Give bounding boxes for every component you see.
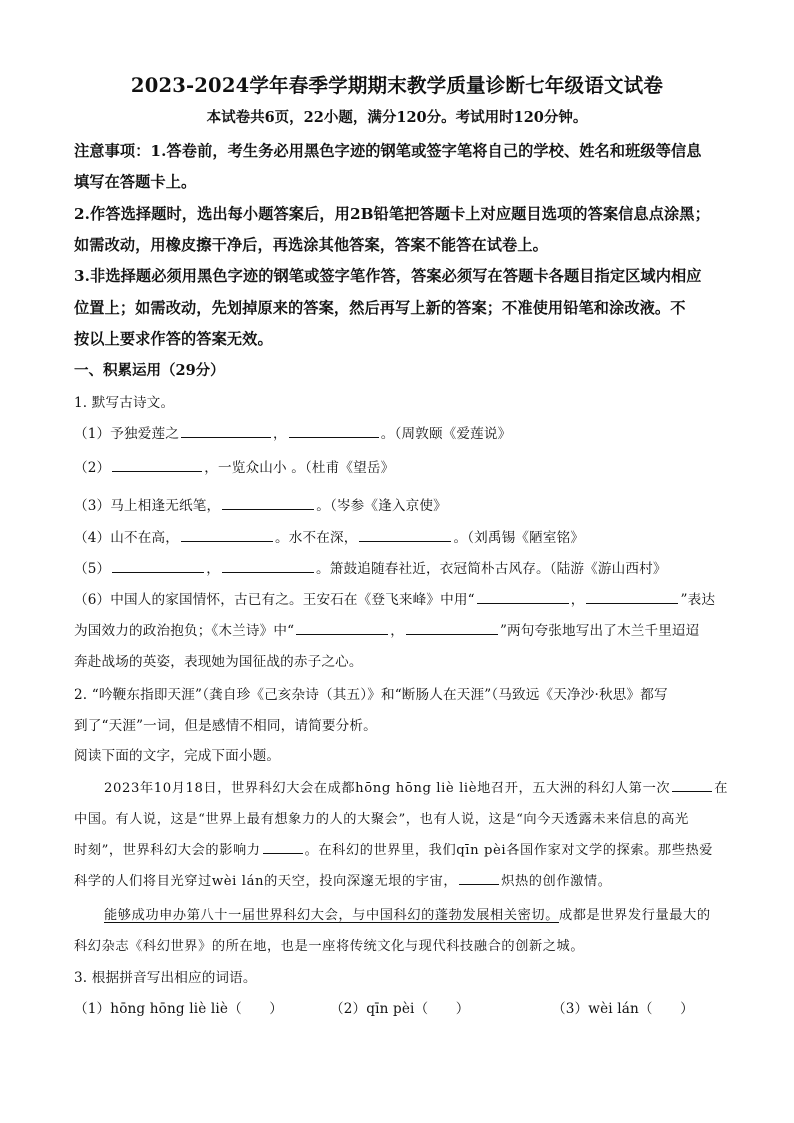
option-3: （3）wèi lán（ ） xyxy=(552,1001,694,1017)
passage-line-1: 2023年10月18日，世界科幻大会在成都hōng hōng liè liè地召开，五大洲的科幻人第一次 在 xyxy=(104,781,728,796)
question-1-item-2: （2） ，一览众山小 。（杜甫《望岳》 xyxy=(74,460,395,476)
answer-blank[interactable] xyxy=(477,591,569,604)
notice-line-4: 如需改动，用橡皮擦干净后，再选涂其他答案，答案不能答在试卷上。 xyxy=(74,236,548,254)
answer-blank[interactable] xyxy=(586,591,678,604)
answer-blank[interactable] xyxy=(263,841,303,854)
exam-info: 本试卷共6页，22小题，满分120分。考试用时120分钟。 xyxy=(206,109,588,126)
notice-line-3: 2.作答选择题时，选出每小题答案后，用2B铅笔把答题卡上对应题目选项的答案信息点涂黑； xyxy=(74,205,710,223)
question-2-line-2: 到了“天涯”一词，但是感情不相同，请简要分析。 xyxy=(74,718,377,734)
passage-line-5: 能够成功申办第八十一届世界科幻大会，与中国科幻的蓬勃发展相关密切。成都是世界发行量最大的 xyxy=(104,908,711,923)
underlined-sentence: 能够成功申办第八十一届世界科幻大会，与中国科幻的蓬勃发展相关密切。 xyxy=(104,908,559,923)
notice-line-6: 位置上；如需改动，先划掉原来的答案，然后再写上新的答案；不准使用铅笔和涂改液。不 xyxy=(74,299,686,317)
question-3-options xyxy=(74,997,714,1017)
question-1-item-3: （3）马上相逢无纸笔， 。（岑参《逢入京使》 xyxy=(74,498,447,514)
answer-blank[interactable] xyxy=(112,459,202,472)
answer-blank[interactable] xyxy=(222,497,314,510)
question-3-stem: 3. 根据拼音写出相应的词语。 xyxy=(74,970,257,986)
answer-blank[interactable] xyxy=(181,425,271,438)
question-1-item-6-line-1: （6）中国人的家国情怀，古已有之。王安石在《登飞来峰》中用“ ， ”表达 xyxy=(74,592,716,608)
question-1-item-4: （4）山不在高， 。水不在深， 。（刘禹锡《陋室铭》 xyxy=(74,530,585,546)
answer-blank[interactable] xyxy=(181,529,273,542)
passage-line-4: 科学的人们将目光穿过wèi lán的天空，投向深邃无垠的宇宙， 炽热的创作激情。 xyxy=(74,874,612,889)
reading-intro: 阅读下面的文字，完成下面小题。 xyxy=(74,748,281,764)
question-1-item-1: （1）予独爱莲之 ， 。（周敦颐《爱莲说》 xyxy=(74,426,512,442)
option-1: （1）hōng hōng liè liè（ ） xyxy=(74,1001,284,1017)
question-1-item-6-line-2: 为国效力的政治抱负；《木兰诗》中“ ， ”两句夸张地写出了木兰千里迢迢 xyxy=(74,623,700,639)
answer-blank[interactable] xyxy=(672,779,712,792)
passage-line-3: 时刻”，世界科幻大会的影响力 。在科幻的世界里，我们qīn pèi各国作家对文学的探索。那些热爱 xyxy=(74,843,714,858)
passage-line-6: 科幻杂志《科幻世界》的所在地，也是一座将传统文化与现代科技融合的创新之城。 xyxy=(74,939,585,954)
answer-blank[interactable] xyxy=(289,425,379,438)
question-1-stem: 1. 默写古诗文。 xyxy=(74,395,175,411)
question-1-item-5: （5） ， 。箫鼓追随春社近，衣冠简朴古风存。（陆游《游山西村》 xyxy=(74,561,667,577)
notice-line-2: 填写在答题卡上。 xyxy=(74,173,197,191)
section-heading: 一、积累运用（29分） xyxy=(74,362,225,379)
answer-blank[interactable] xyxy=(359,529,451,542)
answer-blank[interactable] xyxy=(459,872,499,885)
notice-line-5: 3.非选择题必须用黑色字迹的钢笔或签字笔作答，答案必须写在答题卡各题目指定区域内相应 xyxy=(74,267,702,285)
answer-blank[interactable] xyxy=(296,622,388,635)
page-title: 2023-2024学年春季学期期末教学质量诊断七年级语文试卷 xyxy=(130,74,664,97)
answer-blank[interactable] xyxy=(112,560,204,573)
notice-line-7: 按以上要求作答的答案无效。 xyxy=(74,330,273,348)
notice-line-1: 注意事项：1.答卷前，考生务必用黑色字迹的钢笔或签字笔将自己的学校、姓名和班级等信息 xyxy=(74,142,702,160)
question-1-item-6-line-3: 奔赴战场的英姿，表现她为国征战的赤子之心。 xyxy=(74,654,363,670)
option-2: （2）qīn pèi（ ） xyxy=(330,1001,470,1017)
answer-blank[interactable] xyxy=(222,560,314,573)
answer-blank[interactable] xyxy=(406,622,498,635)
passage-line-2: 中国。有人说，这是“世界上最有想象力的人的大聚会”，也有人说，这是“向今天透露未来信息的高光 xyxy=(74,812,689,827)
question-2-line-1: 2. “吟鞭东指即天涯”（龚自珍《己亥杂诗（其五）》和“断肠人在天涯”（马致远《天净沙·秋思》都写 xyxy=(74,687,668,703)
